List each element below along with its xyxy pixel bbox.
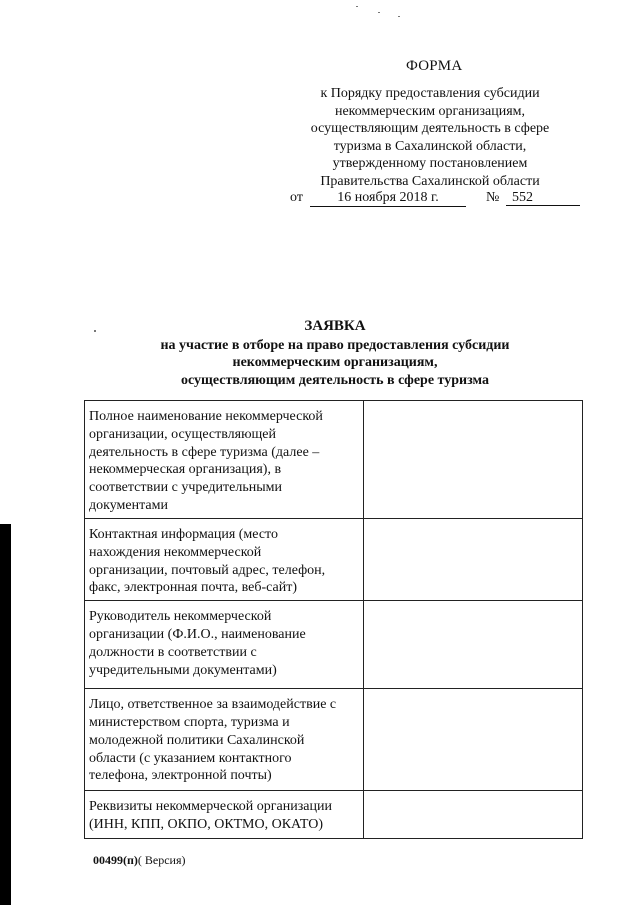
- form-reference-line: туризма в Сахалинской области,: [333, 138, 527, 154]
- field-label-line: организации, осуществляющей: [89, 426, 277, 442]
- field-label-requisites: [85, 791, 364, 839]
- table-row: [85, 689, 583, 791]
- field-label-line: министерством спорта, туризма и: [89, 714, 290, 730]
- field-value-contacts[interactable]: [364, 519, 583, 601]
- field-label-director: [85, 601, 364, 689]
- scan-speck: [356, 6, 358, 7]
- field-label-line: соответствии с учредительными: [89, 480, 282, 496]
- decree-date: 16 ноября 2018 г.: [310, 189, 466, 207]
- document-code: 00499(п): [93, 853, 138, 867]
- field-label-line: должности в соответствии с: [89, 644, 257, 660]
- form-reference-line: Правительства Сахалинской области: [320, 173, 540, 189]
- document-footer: [93, 853, 186, 868]
- application-heading: [100, 318, 570, 389]
- form-reference-line: некоммерческим организациям,: [334, 103, 526, 119]
- field-label-responsible-person: [85, 689, 364, 791]
- field-value-requisites[interactable]: [364, 791, 583, 839]
- field-label-contacts: [85, 519, 364, 601]
- field-label-line: учредительными документами): [89, 662, 277, 678]
- field-label-line: деятельность в сфере туризма (далее –: [89, 444, 320, 460]
- field-label-line: документами: [89, 497, 168, 513]
- table-row: [85, 401, 583, 519]
- form-reference-line: осуществляющим деятельность в сфере: [310, 121, 550, 137]
- field-label-line: Полное наименование некоммерческой: [89, 409, 323, 424]
- decree-number: 552: [506, 189, 580, 206]
- field-label-line: Лицо, ответственное за взаимодействие с: [89, 697, 337, 713]
- field-label-line: организации (Ф.И.О., наименование: [89, 626, 306, 642]
- table-row: [85, 519, 583, 601]
- scan-speck: [378, 12, 380, 13]
- application-title: ЗАЯВКА: [304, 318, 366, 334]
- number-label: №: [486, 190, 500, 205]
- form-reference-block: [280, 85, 580, 191]
- application-subtitle-line: некоммерческим организациям,: [232, 355, 438, 371]
- form-reference-line: утвержденному постановлением: [332, 156, 528, 172]
- scan-edge-shadow: [0, 524, 11, 905]
- field-label-line: нахождения некоммерческой: [89, 544, 262, 560]
- field-label-line: факс, электронная почта, веб-сайт): [89, 580, 298, 596]
- field-label-line: молодежной политики Сахалинской: [89, 732, 305, 748]
- application-subtitle-line: осуществляющим деятельность в сфере туризма: [181, 372, 489, 388]
- field-label-line: телефона, электронной почты): [89, 768, 272, 784]
- form-label: ФОРМА: [406, 58, 463, 74]
- field-label-line: (ИНН, КПП, ОКПО, ОКТМО, ОКАТО): [89, 816, 324, 832]
- field-label-line: Реквизиты некоммерческой организации: [89, 799, 332, 815]
- scan-speck: [398, 16, 400, 17]
- field-label-line: организации, почтовый адрес, телефон,: [89, 562, 326, 578]
- field-value-director[interactable]: [364, 601, 583, 689]
- field-label-line: некоммерческая организация), в: [89, 462, 282, 478]
- application-subtitle-line: на участие в отборе на право предоставления субсидии: [160, 337, 510, 353]
- field-label-line: области (с указанием контактного: [89, 750, 292, 766]
- field-value-responsible-person[interactable]: [364, 689, 583, 791]
- field-label-full-name: [85, 401, 364, 519]
- table-row: [85, 601, 583, 689]
- field-label-line: Руководитель некоммерческой: [89, 609, 272, 625]
- table-row: [85, 791, 583, 839]
- application-form-table: [84, 400, 583, 839]
- date-prefix: от: [290, 190, 303, 205]
- field-label-line: Контактная информация (место: [89, 527, 278, 542]
- field-value-full-name[interactable]: [364, 401, 583, 519]
- scan-speck: [94, 330, 96, 332]
- form-reference-line: к Порядку предоставления субсидии: [320, 86, 540, 101]
- document-version: ( Версия): [137, 853, 186, 867]
